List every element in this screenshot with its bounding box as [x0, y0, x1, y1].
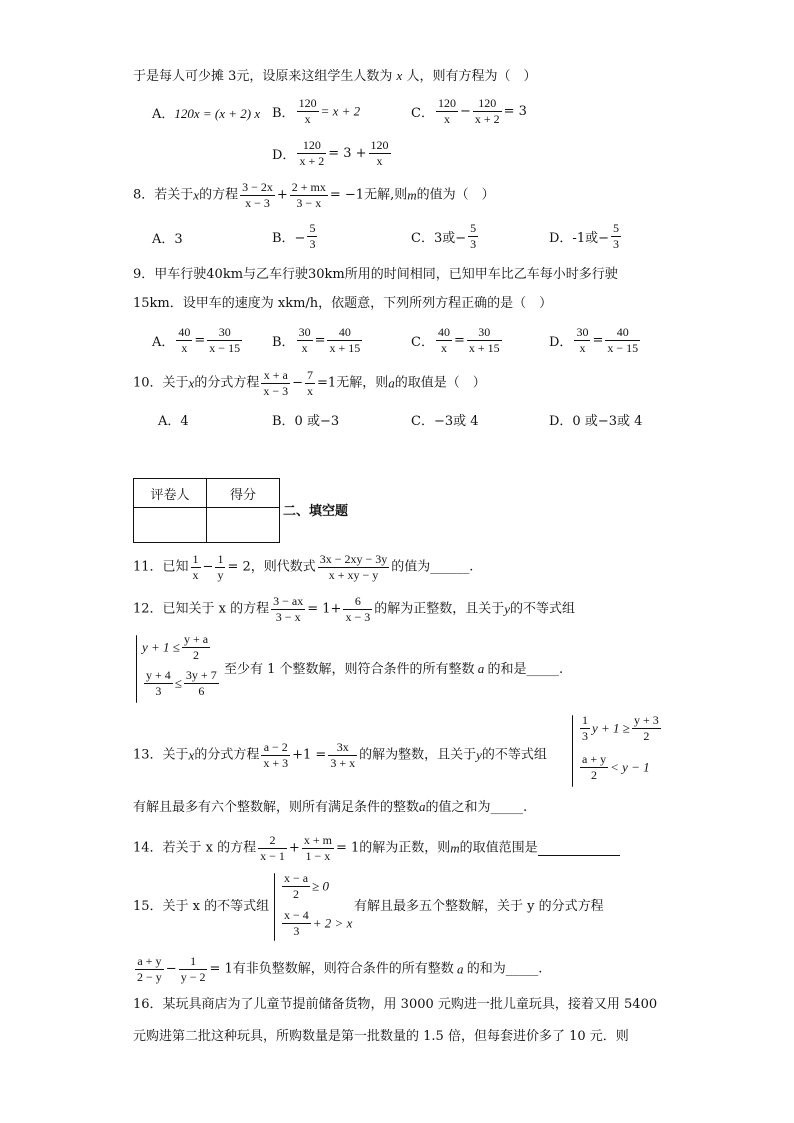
- q15-brace: [274, 873, 275, 941]
- score-table-score-cell[interactable]: [207, 508, 280, 543]
- q8-option-a: A．3: [152, 232, 183, 247]
- section-title: 二、填空题: [283, 504, 349, 519]
- q10-option-d: D．0 或−3或 4: [549, 414, 643, 429]
- q9-option-b: B． $\frac{30}{x}$ = $\frac{40}{x + 15}$: [272, 325, 361, 355]
- q7-option-b: B． $\frac{120}{x}$ = x + 2: [272, 96, 361, 126]
- q9-line2: 15km．设甲车的速度为 xkm/h，依题意，下列所列方程正确的是（ ）: [133, 296, 553, 311]
- q16-line2: 元购进第二批这种玩具，所购数量是第一批数量的 1.5 倍，但每套进价多了 10 元．则: [133, 1029, 629, 1044]
- q10-option-b: B．0 或−3: [272, 414, 340, 429]
- q10-option-c: C．−3或 4: [411, 414, 479, 429]
- q12-inequality-1: y + 1 ≤ $\frac{y + a}{2}$: [142, 632, 209, 662]
- q14-stem: 14．若关于 x 的方程 $\frac{2}{x - 1}$ + $\frac{x + m}{1 - x}$ = 1的解为正数，则m的取值范围是: [133, 833, 620, 864]
- score-table-grader-header: 评卷人: [134, 479, 207, 508]
- q12-inequality-2: $\frac{y + 4}{3}$ ≤ $\frac{3y + 7}{6}$: [146, 668, 217, 698]
- score-table-score-header: 得分: [207, 479, 280, 508]
- q12-line2: 至少有 1 个整数解，则符合条件的所有整数 a 的和是_____.: [224, 661, 564, 677]
- q12-stem: 12．已知关于 x 的方程 $\frac{3 - ax}{3 - x}$ = 1+ $\frac{6}{x - 3}$ 的解为正整数，且关于y的不等式组: [133, 594, 576, 624]
- q7-option-a: A．120x = (x + 2) x: [152, 106, 261, 122]
- q8-option-b: B．− $\frac{5}{3}$: [272, 221, 316, 251]
- q8-option-c: C．3或− $\frac{5}{3}$: [411, 221, 477, 251]
- q13-inequality-1: $\frac{1}{3}$ y + 1 ≥ $\frac{y + 3}{2}$: [582, 713, 659, 743]
- q13-stem: 13．关于x的分式方程 $\frac{a - 2}{x + 3}$ +1 = $\frac{3x}{3 + x}$ 的解为整数，且关于y的不等式组: [133, 740, 547, 770]
- q15-stem: 15．关于 x 的不等式组: [133, 899, 270, 914]
- q12-brace: [136, 635, 137, 703]
- q10-option-a: A．4: [158, 414, 189, 429]
- q9-option-d: D． $\frac{30}{x}$ = $\frac{40}{x - 15}$: [549, 325, 639, 355]
- q8-option-d: D．-1或− $\frac{5}{3}$: [549, 221, 619, 251]
- q7-stem: 于是每人可少摊 3元，设原来这组学生人数为 x 人，则有方程为（ ）: [133, 68, 537, 84]
- q13-line2: 有解且最多有六个整数解，则所有满足条件的整数a的值之和为_____.: [133, 799, 528, 815]
- score-table-grader-cell[interactable]: [134, 508, 207, 543]
- q8-stem: 8．若关于x的方程 $\frac{3 - 2x}{x - 3}$ + $\frac{2 + mx}{3 - x}$ = −1无解,则m的值为（ ）: [133, 180, 495, 210]
- q15-inequality-2: $\frac{x - 4}{3}$ + 2 > x: [284, 908, 353, 938]
- q7-option-d: D． $\frac{120}{x + 2}$ = 3 + $\frac{120}{x}$: [272, 138, 389, 168]
- q9-line1: 9．甲车行驶40km与乙车行驶30km所用的时间相同，已知甲车比乙车每小时多行驶: [133, 267, 618, 282]
- q16-line1: 16．某玩具商店为了儿童节提前储备货物，用 3000 元购进一批儿童玩具，接着又用 5400: [133, 997, 658, 1012]
- q11-stem: 11．已知 $\frac{1}{x}$ − $\frac{1}{y}$ = 2，则代数式 $\frac{3x - 2xy - 3y}{x + xy - y}$ 的值为______.: [133, 552, 474, 582]
- q13-brace: [572, 715, 573, 787]
- q15-inequality-1: $\frac{x - a}{2}$ ≥ 0: [284, 871, 329, 901]
- q13-inequality-2: $\frac{a + y}{2}$ < y − 1: [582, 752, 650, 782]
- q9-option-c: C． $\frac{40}{x}$ = $\frac{30}{x + 15}$: [411, 325, 500, 355]
- q7-option-c: C． $\frac{120}{x}$ − $\frac{120}{x + 2}$ = 3: [411, 96, 527, 126]
- q9-option-a: A． $\frac{40}{x}$ = $\frac{30}{x - 15}$: [152, 325, 241, 355]
- q10-stem: 10．关于x的分式方程 $\frac{x + a}{x - 3}$ − $\frac{7}{x}$ =1无解，则a的取值是（ ）: [133, 368, 486, 398]
- q15-stem-end: 有解且最多五个整数解，关于 y 的分式方程: [354, 899, 604, 914]
- score-table: [133, 478, 280, 543]
- q15-line2: $\frac{a + y}{2 - y}$ − $\frac{1}{y - 2}$ = 1有非负整数解，则符合条件的所有整数 a 的和为_____.: [137, 954, 543, 984]
